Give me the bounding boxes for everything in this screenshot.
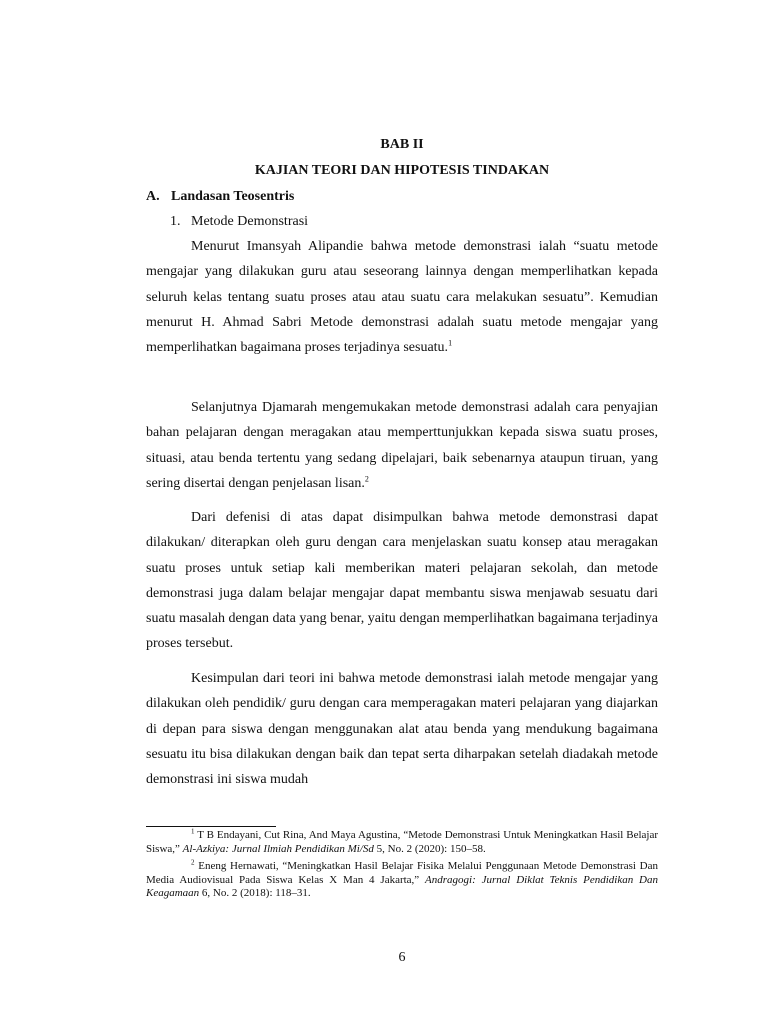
- footnote-source: Al-Azkiya: Jurnal Ilmiah Pendidikan Mi/Sd: [182, 842, 374, 855]
- footnote-separator: [146, 826, 276, 827]
- footnote-text: Eneng Hernawati, “Meningkatkan Hasil Belajar Fisika Melalui Penggunaan Metode Demonstrasi Dan Media Audiovisual Pada Siswa Kelas X Man 4 Jakarta,”: [146, 860, 658, 886]
- footnote-ref[interactable]: 1: [448, 338, 453, 348]
- footnotes: [146, 829, 658, 905]
- footnote-number: 2: [191, 858, 195, 867]
- page-number: 6: [398, 950, 406, 965]
- section-title: Landasan Teosentris: [171, 189, 295, 204]
- chapter-heading: BAB II: [380, 137, 424, 152]
- section-heading: [146, 189, 294, 205]
- paragraph-2: [146, 395, 658, 496]
- paragraph-text: Selanjutnya Djamarah mengemukakan metode demonstrasi adalah cara penyajian bahan pelajaran dengan meragakan atau memperttunjukkan kepada siswa suatu proses, situasi, atau benda tertentu yang sedang dipelajari, baik sebenarnya ataupun tiruan, yang sering disertai dengan penjelasan lisan.: [146, 400, 658, 491]
- subsection-title: Metode Demonstrasi: [191, 214, 309, 229]
- footnote-source: Andragogi: Jurnal Diklat Teknis Pendidikan Dan Keagamaan: [146, 873, 658, 899]
- paragraph-text: Dari defenisi di atas dapat disimpulkan bahwa metode demonstrasi dapat dilakukan/ diterapkan oleh guru dengan cara menjelaskan suatu konsep atau meragakan suatu proses untuk setiap kali memberikan materi pelajaran sekolah, dan metode demonstrasi juga dalam belajar mengajar dapat membantu siswa menjawab sesuatu dari suatu masalah dengan data yang benar, yaitu dengan memperlihatkan bagaimana terjadinya proses tersebut.: [146, 510, 658, 652]
- footnote-text: 6, No. 2 (2018): 118–31.: [199, 887, 311, 899]
- footnote-ref[interactable]: 2: [364, 474, 369, 484]
- footnote-2: [146, 860, 658, 901]
- chapter-title: KAJIAN TEORI DAN HIPOTESIS TINDAKAN: [254, 163, 550, 178]
- subsection-number: 1.: [170, 214, 181, 229]
- footnote-number: 1: [191, 827, 195, 836]
- footnote-text: T B Endayani, Cut Rina, And Maya Agustina, “Metode Demonstrasi Untuk Meningkatkan Hasil Belajar Siswa,”: [146, 829, 658, 855]
- footnote-text: 5, No. 2 (2020): 150–58.: [373, 842, 486, 855]
- paragraph-text: Menurut Imansyah Alipandie bahwa metode demonstrasi ialah “suatu metode mengajar yang dilakukan guru atau seseorang lainnya dengan memperlihatkan kepada seluruh kelas tentang suatu proses atau atau suatu cara melakukan sesuatu”. Kemudian menurut H. Ahmad Sabri Metode demonstrasi adalah suatu metode mengajar yang memperlihatkan bagaimana proses terjadinya sesuatu.: [146, 239, 658, 356]
- subsection-heading: [170, 214, 308, 230]
- paragraph-4: [146, 666, 658, 792]
- footnote-1: [146, 829, 658, 856]
- paragraph-3: [146, 505, 658, 657]
- paragraph-text: Kesimpulan dari teori ini bahwa metode demonstrasi ialah metode mengajar yang dilakukan oleh pendidik/ guru dengan cara memperagakan materi pelajaran yang diajarkan di depan para siswa dengan menggunakan alat atau benda yang mendukung bagaimana sesuatu itu bisa dilakukan dengan baik dan tepat serta diharpakan setelah diadakah metode demonstrasi ini siswa mudah: [146, 671, 658, 788]
- paragraph-1: [146, 234, 658, 360]
- section-number: A.: [146, 189, 160, 204]
